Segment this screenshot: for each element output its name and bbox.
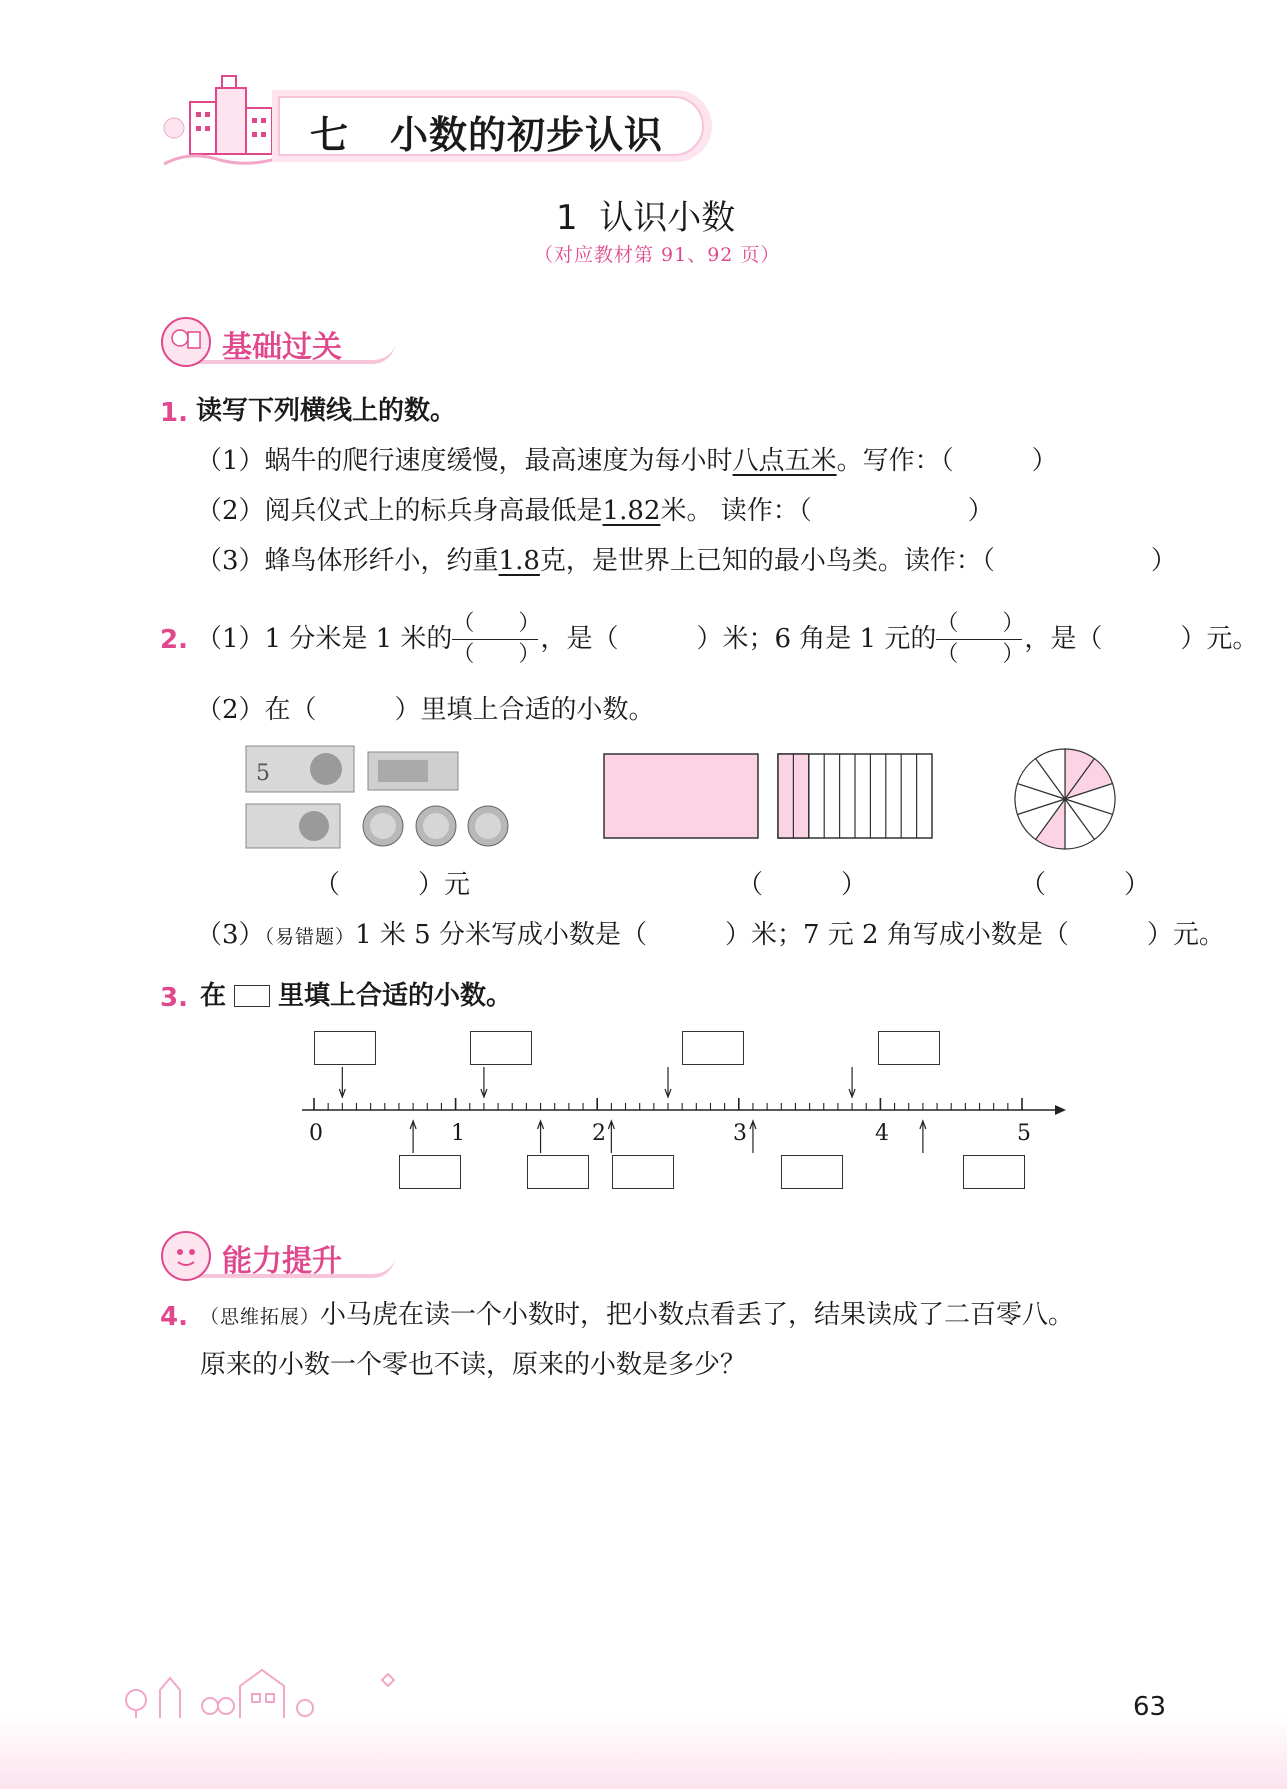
section-basic-title: 基础过关 [222,330,342,365]
q4-tag: （思维拓展） [200,1306,321,1328]
q1-part1-text-b: 。写作：（ ） [836,446,1058,476]
axis-label: 0 [309,1121,323,1146]
q4-line1-text: 小马虎在读一个小数时，把小数点看丢了，结果读成了二百零八。 [320,1300,1075,1330]
q2-fraction-1-top: （ ） [452,610,541,636]
q1-part3-text-a: （3）蜂鸟体形纤小，约重 [196,546,499,576]
section-basic-icon [158,314,214,374]
chapter-title: 小数的初步认识 [390,113,664,157]
banknote-back-icon [368,752,458,790]
number-line-box-bottom-5[interactable] [963,1155,1025,1189]
q1-part1-underlined: 八点五米 [732,446,837,476]
q3-stem-b: 里填上合适的小数。 [278,981,513,1011]
q2-part2: （2）在（ ）里填上合适的小数。 [196,695,655,725]
q2-fraction-1-bar [452,639,538,640]
section-advanced-icon [158,1228,214,1288]
q2-fraction-2 [936,611,1024,668]
q1-part1-text-a: （1）蜗牛的爬行速度缓慢，最高速度为每小时 [196,446,733,476]
banknote-1-yuan-icon [246,804,340,848]
number-line-box-bottom-1[interactable] [399,1155,461,1189]
number-line-box-bottom-4[interactable] [781,1155,843,1189]
q2-part1-text-b: ，是（ ）米；6 角是 1 元的 [540,624,937,654]
q2-part3 [196,922,1225,948]
q3-number: 3. [160,983,188,1013]
number-line-box-top-1[interactable] [314,1031,376,1065]
q2-fraction-1-bottom: （ ） [452,641,541,667]
axis-label: 4 [875,1121,889,1146]
q4-line2: 原来的小数一个零也不读，原来的小数是多少？ [200,1350,747,1380]
q2-fraction-2-top: （ ） [936,610,1025,636]
axis-label: 3 [733,1121,747,1146]
axis-label: 5 [1017,1121,1031,1146]
money-illustration [244,742,514,861]
chapter-number: 七 [310,113,349,157]
axis-label: 1 [451,1121,465,1146]
number-line-box-bottom-2[interactable] [527,1155,589,1189]
q2-answer-rect: （ ） [737,870,868,900]
q2-part3-tag: （易错题） [264,926,356,948]
coin-icon [363,806,508,846]
q1-part3-underlined: 1.8 [498,546,540,576]
rectangle-diagram [602,752,942,846]
q1-part2 [196,498,994,524]
q1-stem: 读写下列横线上的数。 [196,396,457,426]
number-line-box-top-2[interactable] [470,1031,532,1065]
q4-line1 [200,1302,1074,1328]
q2-number: 2. [160,625,188,655]
lesson-title: 1 认识小数 [556,198,736,238]
svg-text:5: 5 [256,761,270,786]
circle-diagram [1010,744,1120,858]
number-line-box-bottom-3[interactable] [612,1155,674,1189]
q2-part1 [196,604,1258,674]
q1-part2-text-a: （2）阅兵仪式上的标兵身高最低是 [196,496,603,526]
page-number: 63 [1133,1692,1167,1722]
q2-fraction-2-bar [936,639,1022,640]
section-advanced-title: 能力提升 [222,1244,342,1279]
q2-fraction-2-bottom: （ ） [936,641,1025,667]
q2-part3-prefix: （3） [196,920,265,950]
footer-illustration [120,1650,410,1724]
axis-label: 2 [592,1121,606,1146]
axis-arrow [1055,1105,1066,1115]
lesson-reference: （对应教材第 91、92 页） [534,244,781,266]
q4-number: 4. [160,1302,188,1332]
q1-part3 [196,548,1177,574]
q3-stem [200,983,512,1009]
q1-part2-text-b: 米。 读作：（ ） [660,496,994,526]
q1-number: 1. [160,398,188,428]
footer-band [0,1716,1287,1789]
q1-part2-underlined: 1.82 [602,496,661,526]
q2-part3-text: 1 米 5 分米写成小数是（ ）米；7 元 2 角写成小数是（ ）元。 [355,920,1225,950]
q2-answer-circle: （ ） [1020,870,1151,900]
q2-answer-money: （ ）元 [314,870,471,900]
q2-fraction-1 [452,611,540,668]
q3-box-symbol [234,985,270,1007]
chapter-illustration [160,72,290,172]
q1-part3-text-b: 克，是世界上已知的最小鸟类。读作：（ ） [539,546,1177,576]
q1-part1 [196,448,1058,474]
q2-part1-text-a: （1）1 分米是 1 米的 [196,624,453,654]
q2-part1-text-c: ，是（ ）元。 [1024,624,1259,654]
banknote-5-yuan-icon [246,746,354,792]
q3-stem-a: 在 [200,981,227,1011]
number-line-box-top-4[interactable] [878,1031,940,1065]
number-line-box-top-3[interactable] [682,1031,744,1065]
